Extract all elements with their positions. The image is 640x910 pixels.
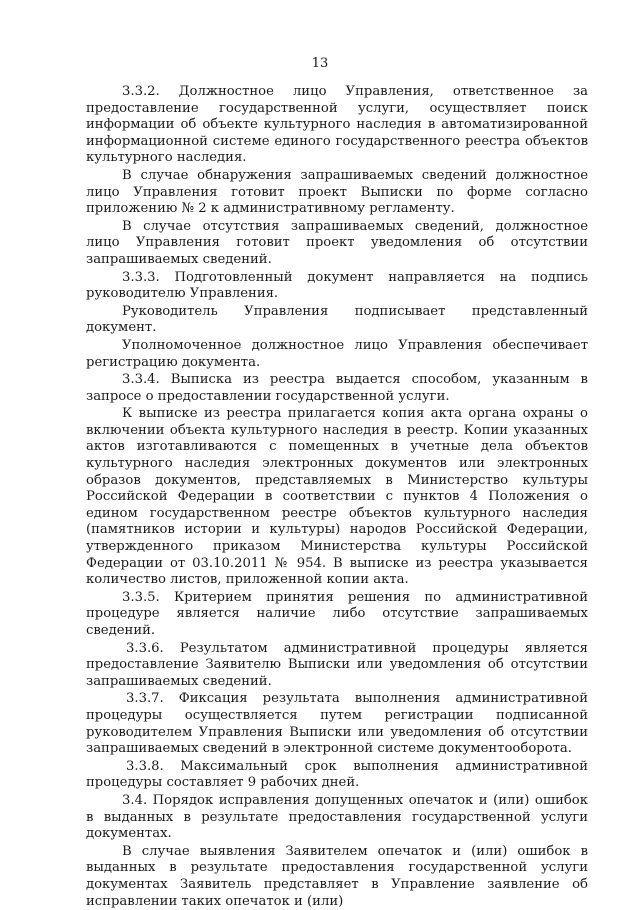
page-number: 13 xyxy=(311,56,329,71)
paragraph-3-3-8: 3.3.8. Максимальный срок выполнения административной процедуры составляет 9 рабочих дней. xyxy=(86,758,588,791)
paragraph-no-info: В случае отсутствия запрашиваемых сведений, должностное лицо Управления готовит проект уведомления об отсутствии запрашиваемых сведений. xyxy=(86,218,588,267)
paragraph-3-3-7: 3.3.7. Фиксация результата выполнения административной процедуры осуществляется путем регистрации подписанной руководителем Управления Выписки или уведомления об отсутствии запрашиваемых сведений в электронной системе документооборота. xyxy=(86,691,588,757)
document-body xyxy=(86,84,588,910)
paragraph-head-signs: Руководитель Управления подписывает представленный документ. xyxy=(86,303,588,336)
paragraph-3-3-6: 3.3.6. Результатом административной процедуры является предоставление Заявителю Выписки или уведомления об отсутствии запрашиваемых сведений. xyxy=(86,640,588,689)
paragraph-errors-found: В случае выявления Заявителем опечаток и (или) ошибок в выданных в результате предоставления государственной услуги документах Заявитель представляет в Управление заявление об исправлении таких опечаток и (или) xyxy=(86,843,588,909)
paragraph-3-4: 3.4. Порядок исправления допущенных опечаток и (или) ошибок в выданных в результате предоставления государственной услуги документах. xyxy=(86,792,588,842)
paragraph-3-3-2: 3.3.2. Должностное лицо Управления, ответственное за предоставление государственной услуги, осуществляет поиск информации об объекте культурного наследия в автоматизированной информационной системе единого государственного реестра объектов культурного наследия. xyxy=(86,84,588,166)
paragraph-3-3-3: 3.3.3. Подготовленный документ направляется на подпись руководителю Управления. xyxy=(86,269,588,302)
paragraph-registration: Уполномоченное должностное лицо Управления обеспечивает регистрацию документа. xyxy=(86,337,588,370)
paragraph-3-3-5: 3.3.5. Критерием принятия решения по административной процедуре является наличие либо отсутствие запрашиваемых сведений. xyxy=(86,589,588,638)
paragraph-3-3-4: 3.3.4. Выписка из реестра выдается способом, указанным в запросе о предоставлении государственной услуги. xyxy=(86,372,588,404)
paragraph-act-copy: К выписке из реестра прилагается копия акта органа охраны о включении объекта культурного наследия в реестр. Копии указанных актов изготавливаются с помещенных в учетные дела объектов культурного наследия электронных документов или электронных образов документов, представляемых в Министерство культуры Российской Федерации в соответствии с пунктов 4 Положения о едином государственном реестре объектов культурного наследия (памятников истории и культуры) народов Российской Федерации, утвержденного приказом Министерства культуры Российской Федерации от 03.10.2011 № 954. В выписке из реестра указывается количество листов, приложенной копии акта. xyxy=(86,406,588,588)
paragraph-found-info: В случае обнаружения запрашиваемых сведений должностное лицо Управления готовит проект Выписки по форме согласно приложению № 2 к административному регламенту. xyxy=(86,167,588,217)
